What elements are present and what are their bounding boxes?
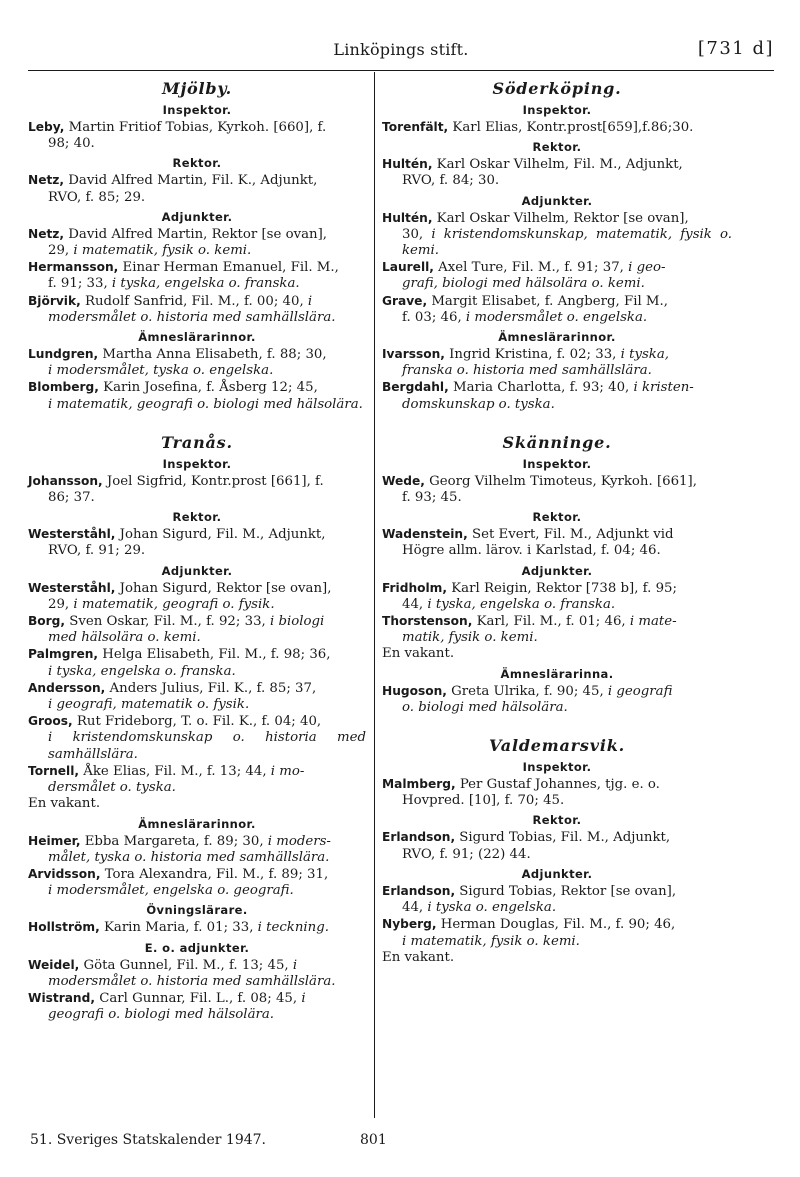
entry-text: David Alfred Martin, Fil. K., Adjunkt, [64,173,318,189]
entry-text: Greta Ulrika, f. 90; 45, [446,683,608,699]
staff-entry [382,950,732,966]
staff-entry [382,683,732,716]
staff-name: Leby, [28,120,65,134]
entry-text: Rudolf Sanfrid, Fil. M., f. 00; 40, [80,293,308,309]
role-heading: Inspektor. [162,456,232,471]
staff-name: Malmberg, [382,777,456,792]
role-heading: Adjunkter. [521,866,593,881]
entry-subjects: geografi o. biologi med hälsolära. [48,1007,275,1023]
role-heading: Ämneslärarinna. [500,666,614,681]
entry-continuation [28,850,366,866]
entry-subjects: i mate- [629,614,677,630]
town-heading: Skänninge. [502,432,612,452]
staff-entry [28,833,366,866]
entry-text: 29, [48,243,74,259]
staff-name: Heimer, [28,833,81,848]
staff-name: Netz, [28,173,65,188]
entry-continuation [28,397,366,413]
staff-name: Wadenstein, [382,527,468,542]
entry-continuation [28,243,366,259]
role-heading: Inspektor. [162,103,232,117]
role-heading: Ämneslärarinnor. [138,330,256,345]
entry-text: Ebba Margareta, f. 89; 30, [80,833,268,849]
entry-continuation [28,697,366,713]
entry-text: En vakant. [382,949,455,965]
entry-subjects: i modersmålet, tyska o. engelska. [48,363,274,379]
entry-subjects: i kristendomskunskap, matematik, fysik o. kemi. [402,226,733,259]
entry-text: 29, [48,596,74,612]
staff-name: Tornell, [28,763,80,778]
entry-continuation [382,934,732,950]
entry-continuation [382,630,732,646]
entry-text: Tora Alexandra, Fil. M., f. 89; 31, [100,866,329,882]
staff-entry [28,526,366,559]
staff-entry [382,883,732,916]
staff-name: Hollström, [28,920,100,935]
entry-text: En vakant. [28,796,101,812]
entry-text: Sigurd Tobias, Fil. M., Adjunkt, [455,830,671,846]
entry-continuation [382,700,732,716]
footer-sheet: 51. Sveriges Statskalender 1947. [30,1132,267,1148]
entry-continuation [28,597,366,613]
role-heading: Inspektor. [522,103,592,117]
entry-text: f. 03; 46, [402,309,466,325]
staff-entry [382,646,732,662]
entry-subjects: i tyska, engelska o. franska. [48,663,236,679]
role-heading: Rektor. [532,510,582,525]
staff-name: Weidel, [28,957,80,972]
entry-subjects: i tyska o. engelska. [427,900,557,916]
column-divider [374,72,375,1118]
entry-subjects: målet, tyska o. historia med samhällslära. [48,849,330,865]
staff-entry [28,990,366,1023]
staff-name: Hermansson, [28,260,119,275]
staff-name: Erlandson, [382,883,456,898]
staff-name: Fridholm, [382,580,448,595]
entry-continuation [382,227,732,259]
entry-text: RVO, f. 91; (22) 44. [402,846,531,862]
entry-subjects: i matematik, fysik o. kemi. [73,243,252,259]
entry-subjects: i geografi, matematik o. fysik. [48,697,250,713]
entry-continuation [382,597,732,613]
entry-subjects: i tyska, [620,347,669,363]
staff-entry [382,526,732,559]
entry-continuation [382,397,732,413]
role-heading: Ämneslärarinnor. [138,816,256,831]
entry-continuation [28,136,366,152]
entry-text: Hovpred. [10], f. 70; 45. [402,793,565,809]
entry-text: 44, [402,596,428,612]
role-heading: Rektor. [532,140,582,155]
staff-entry [28,226,366,259]
staff-name: Björvik, [28,293,81,308]
entry-text: Margit Elisabet, f. Angberg, Fil M., [427,293,669,309]
role-heading: Adjunkter. [521,193,593,208]
entry-text: Sven Oskar, Fil. M., f. 92; 33, [65,614,270,630]
page-title: Linköpings stift. [333,40,469,59]
staff-entry [382,156,732,189]
staff-entry [28,613,366,646]
staff-name: Johansson, [28,473,103,488]
entry-subjects: i modersmålet, engelska o. geografi. [48,883,294,899]
entry-subjects: i teckning. [257,920,329,936]
entry-subjects: med hälsolära o. kemi. [48,630,201,646]
staff-entry [382,293,732,326]
page-number: 801 [360,1132,387,1148]
entry-subjects: i [292,957,298,973]
entry-subjects: i geo- [628,260,666,276]
staff-name: Netz, [28,226,65,241]
staff-entry [28,346,366,379]
staff-entry [28,713,366,763]
role-heading: Ämneslärarinnor. [498,330,616,345]
entry-text: RVO, f. 84; 30. [402,173,500,189]
town-heading: Mjölby. [161,79,233,98]
entry-continuation [28,630,366,646]
entry-text: 98; 40. [48,136,95,152]
staff-entry [382,829,732,862]
page-header [28,38,774,66]
staff-entry [28,680,366,713]
entry-text: Per Gustaf Johannes, tjg. e. o. [455,777,660,793]
staff-name: Laurell, [382,260,434,275]
role-heading: Rektor. [172,510,222,525]
entry-text: Karl Reigin, Rektor [738 b], f. 95; [447,580,677,596]
staff-name: Ivarsson, [382,347,445,362]
staff-name: Erlandson, [382,830,456,845]
entry-text: Karl Elias, Kontr.prost[659],f.86;30. [448,120,694,135]
entry-text: f. 93; 45. [402,490,462,506]
staff-name: Wede, [382,473,425,488]
staff-name: Hultén, [382,210,433,225]
entry-text: f. 91; 33, [48,276,112,292]
staff-entry [382,259,732,292]
entry-text: Karin Maria, f. 01; 33, [99,920,258,936]
entry-subjects: modersmålet o. historia med samhällslära. [48,973,336,989]
role-heading: Inspektor. [522,760,592,775]
entry-subjects: domskunskap o. tyska. [402,396,555,412]
entry-text: Johan Sigurd, Rektor [se ovan], [115,580,332,596]
entry-continuation [28,730,366,762]
entry-continuation [28,1007,366,1023]
entry-subjects: i matematik, fysik o. kemi. [402,933,580,949]
role-heading: E. o. adjunkter. [144,940,250,955]
entry-subjects: i [301,990,306,1006]
entry-continuation [382,276,732,292]
entry-continuation [382,490,732,506]
staff-entry [382,473,732,506]
staff-entry [28,259,366,292]
staff-entry [28,119,366,152]
entry-text: RVO, f. 91; 29. [48,543,146,559]
entry-continuation [28,190,366,206]
entry-text: 30, [402,226,432,242]
entry-text: Axel Ture, Fil. M., f. 91; 37, [433,260,629,276]
entry-continuation [382,363,732,379]
staff-name: Hultén, [382,157,433,172]
entry-text: En vakant. [382,646,455,662]
entry-text: David Alfred Martin, Rektor [se ovan], [64,226,327,242]
page-reference: [731 d] [697,38,774,59]
entry-text: Maria Charlotta, f. 93; 40, [448,380,634,396]
entry-text: Herman Douglas, Fil. M., f. 90; 46, [436,917,676,933]
entry-text: 44, [402,900,428,916]
staff-entry [382,346,732,379]
entry-text: Martha Anna Elisabeth, f. 88; 30, [98,347,327,363]
entry-subjects: i tyska, engelska o. franska. [111,276,300,292]
entry-subjects: i biologi [269,614,325,630]
entry-continuation [28,780,366,796]
staff-entry [28,379,366,412]
entry-subjects: o. biologi med hälsolära. [402,699,568,715]
staff-name: Wistrand, [28,990,95,1005]
staff-entry [382,210,732,260]
staff-entry [382,379,732,412]
staff-entry [28,919,366,936]
entry-continuation [28,543,366,559]
right-column [382,76,732,966]
staff-entry [382,916,732,949]
staff-entry [382,119,732,136]
page-footer [30,1132,430,1148]
entry-text: Joel Sigfrid, Kontr.prost [661], f. [102,473,324,489]
entry-continuation [28,490,366,506]
entry-continuation [382,173,732,189]
role-heading: Adjunkter. [521,563,593,578]
left-column [28,76,366,1023]
entry-text: Högre allm. lärov. i Karlstad, f. 04; 46. [402,543,661,559]
entry-continuation [28,310,366,326]
entry-text: Karl Oskar Vilhelm, Fil. M., Adjunkt, [432,157,683,173]
entry-subjects: i geografi [607,683,673,699]
staff-entry [28,293,366,326]
entry-text: Anders Julius, Fil. K., f. 85; 37, [105,680,317,696]
entry-continuation [28,363,366,379]
role-heading: Övningslärare. [146,903,248,918]
entry-text: Göta Gunnel, Fil. M., f. 13; 45, [79,957,293,973]
staff-name: Torenfält, [382,120,449,134]
staff-name: Blomberg, [28,380,99,395]
header-rule [28,70,774,71]
entry-text: Ingrid Kristina, f. 02; 33, [444,347,621,363]
staff-entry [28,646,366,679]
staff-entry [28,763,366,796]
entry-continuation [382,310,732,326]
staff-entry [28,957,366,990]
staff-name: Arvidsson, [28,866,101,881]
entry-continuation [382,543,732,559]
staff-entry [28,172,366,205]
staff-name: Thorstenson, [382,614,473,629]
entry-text: Karl Oskar Vilhelm, Rektor [se ovan], [432,210,689,226]
staff-name: Borg, [28,614,66,629]
town-heading: Valdemarsvik. [489,736,625,756]
staff-entry [382,580,732,613]
staff-name: Andersson, [28,680,106,695]
entry-text: Einar Herman Emanuel, Fil. M., [118,260,339,276]
entry-subjects: i matematik, geografi o. fysik. [73,596,275,612]
staff-entry [28,473,366,506]
entry-text: Martin Fritiof Tobias, Kyrkoh. [660], f. [64,120,327,135]
entry-continuation [382,847,732,863]
entry-text: 86; 37. [48,490,95,506]
entry-subjects: i modersmålet o. engelska. [465,309,648,325]
staff-name: Hugoson, [382,683,447,698]
staff-name: Westerståhl, [28,527,116,542]
entry-text: Karl, Fil. M., f. 01; 46, [472,614,630,630]
entry-subjects: grafi, biologi med hälsolära o. kemi. [402,276,645,292]
role-heading: Inspektor. [522,456,592,471]
entry-continuation [28,974,366,990]
staff-name: Palmgren, [28,647,99,662]
staff-name: Nyberg, [382,917,437,932]
entry-subjects: i [307,293,313,309]
role-heading: Adjunkter. [161,563,233,578]
entry-text: Rut Frideborg, T. o. Fil. K., f. 04; 40, [72,714,322,730]
entry-subjects: i matematik, geografi o. biologi med hälsolära. [48,396,363,412]
entry-continuation [382,900,732,916]
entry-continuation [28,276,366,292]
entry-text: Helga Elisabeth, Fil. M., f. 98; 36, [98,647,331,663]
town-heading: Tranås. [161,432,233,452]
staff-entry [28,866,366,899]
entry-subjects: i mo- [270,763,305,779]
staff-entry [382,776,732,809]
entry-subjects: i kristen- [633,380,694,396]
entry-text: Carl Gunnar, Fil. L., f. 08; 45, [94,990,302,1006]
entry-text: Georg Vilhelm Timoteus, Kyrkoh. [661], [424,473,697,489]
entry-text: Karin Josefina, f. Åsberg 12; 45, [98,380,318,396]
entry-text: Johan Sigurd, Fil. M., Adjunkt, [115,527,326,543]
role-heading: Rektor. [532,813,582,828]
entry-text: Set Evert, Fil. M., Adjunkt vid [467,527,674,543]
staff-entry [28,796,366,812]
entry-subjects: matik, fysik o. kemi. [402,630,538,646]
entry-continuation [382,793,732,809]
entry-subjects: franska o. historia med samhällslära. [402,363,652,379]
entry-subjects: i moders- [267,833,331,849]
staff-name: Westerståhl, [28,580,116,595]
entry-subjects: i tyska, engelska o. franska. [427,596,616,612]
town-heading: Söderköping. [492,79,622,98]
staff-entry [28,580,366,613]
staff-name: Groos, [28,714,73,729]
entry-text: Sigurd Tobias, Rektor [se ovan], [455,883,677,899]
entry-subjects: i kristendomskunskap o. historia med samhällslära. [48,730,366,762]
entry-subjects: dersmålet o. tyska. [48,780,176,796]
role-heading: Adjunkter. [161,209,233,224]
entry-subjects: modersmålet o. historia med samhällslära. [48,309,336,325]
entry-text: Åke Elias, Fil. M., f. 13; 44, [79,763,271,779]
role-heading: Rektor. [172,156,222,171]
staff-entry [382,613,732,646]
staff-name: Lundgren, [28,347,99,362]
entry-text: RVO, f. 85; 29. [48,189,146,205]
staff-name: Grave, [382,293,428,308]
staff-name: Bergdahl, [382,380,449,395]
entry-continuation [28,664,366,680]
entry-continuation [28,883,366,899]
